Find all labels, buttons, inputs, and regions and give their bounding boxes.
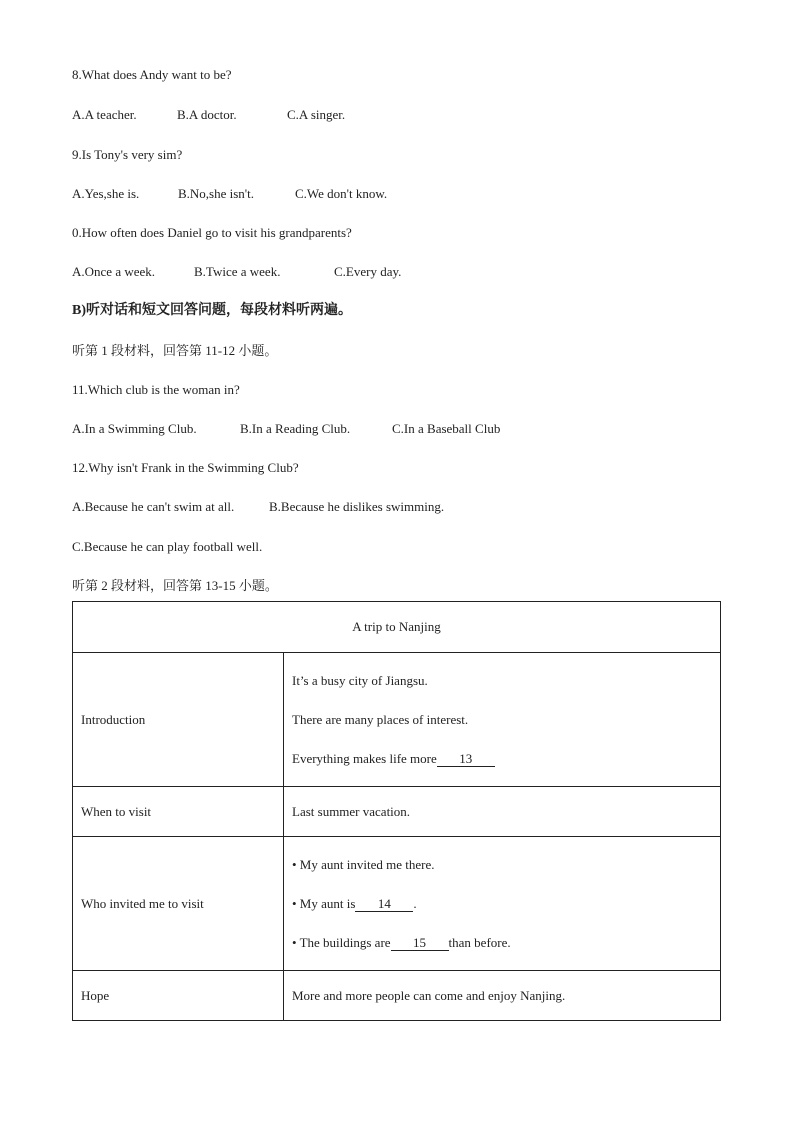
who-line-2 xyxy=(292,884,712,923)
who-line-3-end: than before. xyxy=(448,935,511,950)
introduction-label: Introduction xyxy=(73,653,284,787)
when-label: When to visit xyxy=(73,787,284,837)
hope-label: Hope xyxy=(73,971,284,1021)
part-2-intro: 听第 2 段材料，回答第 13-15 小题。 xyxy=(72,578,278,593)
q11-option-c: C.In a Baseball Club xyxy=(392,421,501,436)
who-line-1: • My aunt invited me there. xyxy=(292,857,435,872)
intro-line-3 xyxy=(292,739,712,778)
q8-option-a: A.A teacher. xyxy=(72,107,137,122)
introduction-content xyxy=(284,653,721,787)
hope-value: More and more people can come and enjoy Nanjing. xyxy=(284,971,721,1021)
table-row-introduction xyxy=(73,653,721,787)
question-8: 8.What does Andy want to be? xyxy=(72,67,232,82)
who-line-2-end: . xyxy=(413,896,417,911)
q12-option-c: C.Because he can play football well. xyxy=(72,539,263,554)
table-row-who xyxy=(73,837,721,971)
table-title: A trip to Nanjing xyxy=(73,602,721,653)
question-10: 0.How often does Daniel go to visit his grandparents? xyxy=(72,225,352,240)
q10-option-a: A.Once a week. xyxy=(72,264,156,279)
q12-option-a: A.Because he can't swim at all. xyxy=(72,499,235,514)
intro-line-3-text: Everything makes life more xyxy=(292,751,437,766)
who-content xyxy=(284,837,721,971)
intro-line-1: It’s a busy city of Jiangsu. xyxy=(292,673,428,688)
question-9: 9.Is Tony's very sim? xyxy=(72,147,183,162)
intro-line-2: There are many places of interest. xyxy=(292,712,469,727)
q9-option-b: B.No,she isn't. xyxy=(178,186,255,201)
question-12: 12.Why isn't Frank in the Swimming Club? xyxy=(72,460,299,475)
section-b-heading: B)听对话和短文回答问题，每段材料听两遍。 xyxy=(72,303,352,318)
when-value: Last summer vacation. xyxy=(284,787,721,837)
table-row-when xyxy=(73,787,721,837)
part-1-intro: 听第 1 段材料，回答第 11-12 小题。 xyxy=(72,343,278,358)
q11-option-b: B.In a Reading Club. xyxy=(240,421,351,436)
q10-option-c: C.Every day. xyxy=(334,264,402,279)
q8-option-c: C.A singer. xyxy=(287,107,346,122)
question-11: 11.Which club is the woman in? xyxy=(72,382,240,397)
q8-option-b: B.A doctor. xyxy=(177,107,237,122)
table-title-row xyxy=(73,602,721,653)
table-row-hope xyxy=(73,971,721,1021)
who-label: Who invited me to visit xyxy=(73,837,284,971)
who-line-3 xyxy=(292,923,712,962)
q9-option-c: C.We don't know. xyxy=(295,186,388,201)
q11-option-a: A.In a Swimming Club. xyxy=(72,421,197,436)
q10-option-b: B.Twice a week. xyxy=(194,264,281,279)
blank-15: 15 xyxy=(391,936,449,951)
q12-option-b: B.Because he dislikes swimming. xyxy=(269,499,445,514)
blank-14: 14 xyxy=(355,897,413,912)
q9-option-a: A.Yes,she is. xyxy=(72,186,140,201)
who-line-2-text: • My aunt is xyxy=(292,896,356,911)
trip-table xyxy=(72,601,721,1021)
who-line-3-text: • The buildings are xyxy=(292,935,391,950)
blank-13: 13 xyxy=(437,752,495,767)
